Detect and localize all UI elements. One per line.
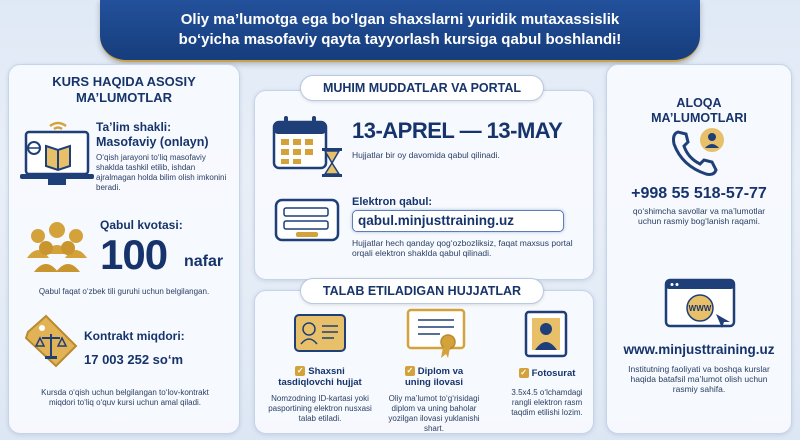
banner-line-2: bo‘yicha masofaviy qayta tayyorlash kursiga qabul boshlandi! [178,31,622,48]
quota-unit: nafar [184,253,224,270]
website-url[interactable]: www.minjusttraining.uz [623,342,775,357]
check-icon: ✓ [406,366,414,376]
phone-number[interactable]: +998 55 518-57-77 [631,185,767,202]
website-desc: Institutning faoliyati va boshqa kurslar haqida batafsil ma’lumot olish uchun rasmiy sahifa. [628,364,770,394]
id-card-icon [294,314,346,354]
check-icon: ✓ [520,368,527,378]
doc-diploma-desc: Oliy ma’lumot to‘g‘risidagi diplom va uning baholar yozilgan ilovasi yuklanishi shart. [388,394,480,433]
doc-diploma-title-line2: uning ilovasi [404,377,464,389]
deadlines-title: MUHIM MUDDATLAR VA PORTAL [300,75,544,101]
deadline-desc: Hujjatlar bir oy davomida qabul qilinadi. [352,150,500,160]
doc-id-title-line1: Shaxsni [308,366,345,377]
contact-title [606,96,792,126]
study-mode-label: Ta’lim shakli: [96,120,172,134]
doc-diploma-title [382,366,486,389]
quota-number: 100 [100,231,168,278]
course-info-title [20,74,228,105]
doc-photo-desc: 3.5x4.5 o‘lchamdagi rangli elektron rasm taqdim etilishi lozim. [511,388,583,417]
doc-photo-title [502,368,592,379]
banner-line-1: Oliy ma’lumotga ega bo‘lgan shaxslarni yuridik mutaxassislik [180,11,620,28]
contact-title-line2: MA’LUMOTLARI [651,111,747,125]
portal-label: Elektron qabul: [352,196,433,208]
doc-diploma-title-line1: Diplom va [417,366,464,377]
study-mode-desc: O‘qish jarayoni to‘liq masofaviy shaklda tashkil etilib, ishdan ajralmagan holda bilim olish imkonini beradi. [96,153,227,192]
price-tag-scales-icon [22,312,80,370]
laptop-book-icon [20,118,100,196]
doc-photo-title-line1: Fotosurat [531,368,576,379]
deadline-dates: 13-APREL — 13-MAY [352,118,563,143]
contact-title-line1: ALOQA [676,96,722,110]
phone-desc: qo‘shimcha savollar va ma’lumotlar uchun rasmiy bog‘lanish raqami. [632,206,766,226]
doc-id-title-line2: tasdiqlovchi hujjat [278,377,362,389]
doc-id-desc: Nomzodning ID-kartasi yoki pasportining elektron nusxasi talab etiladi. [268,394,372,423]
quota-label: Qabul kvotasi: [100,218,183,232]
documents-title: TALAB ETILADIGAN HUJJATLAR [300,278,544,304]
login-form-icon [274,198,340,244]
photo-portrait-icon [524,310,568,358]
course-info-title-line2: MA’LUMOTLAR [75,89,173,105]
www-label: WWW [688,304,712,313]
group-people-icon [20,218,94,272]
portal-desc: Hujjatlar hech qanday qog‘ozbozliksiz, faqat maxsus portal orqali elektron shaklda qabul qilinadi. [352,238,573,258]
header-banner [100,0,700,62]
check-icon: ✓ [296,366,304,376]
phone-contact-icon [670,126,730,178]
contract-desc: Kursda o‘qish uchun belgilangan to‘lov-kontrakt miqdori to‘liq o‘quv kursi uchun amal qiladi. [41,388,209,407]
quota-desc: Qabul faqat o‘zbek tili guruhi uchun belgilangan. [38,287,210,296]
calendar-hourglass-icon [272,114,348,178]
contract-label: Kontrakt miqdori: [84,329,185,343]
course-info-title-line1: KURS HAQIDA ASOSIY [52,74,196,89]
study-mode-value: Masofaviy (onlayn) [96,135,209,149]
diploma-icon [406,308,466,360]
doc-id-title [268,366,372,389]
portal-url[interactable]: qabul.minjusttraining.uz [358,213,514,228]
contract-value: 17 003 252 so‘m [84,352,184,367]
